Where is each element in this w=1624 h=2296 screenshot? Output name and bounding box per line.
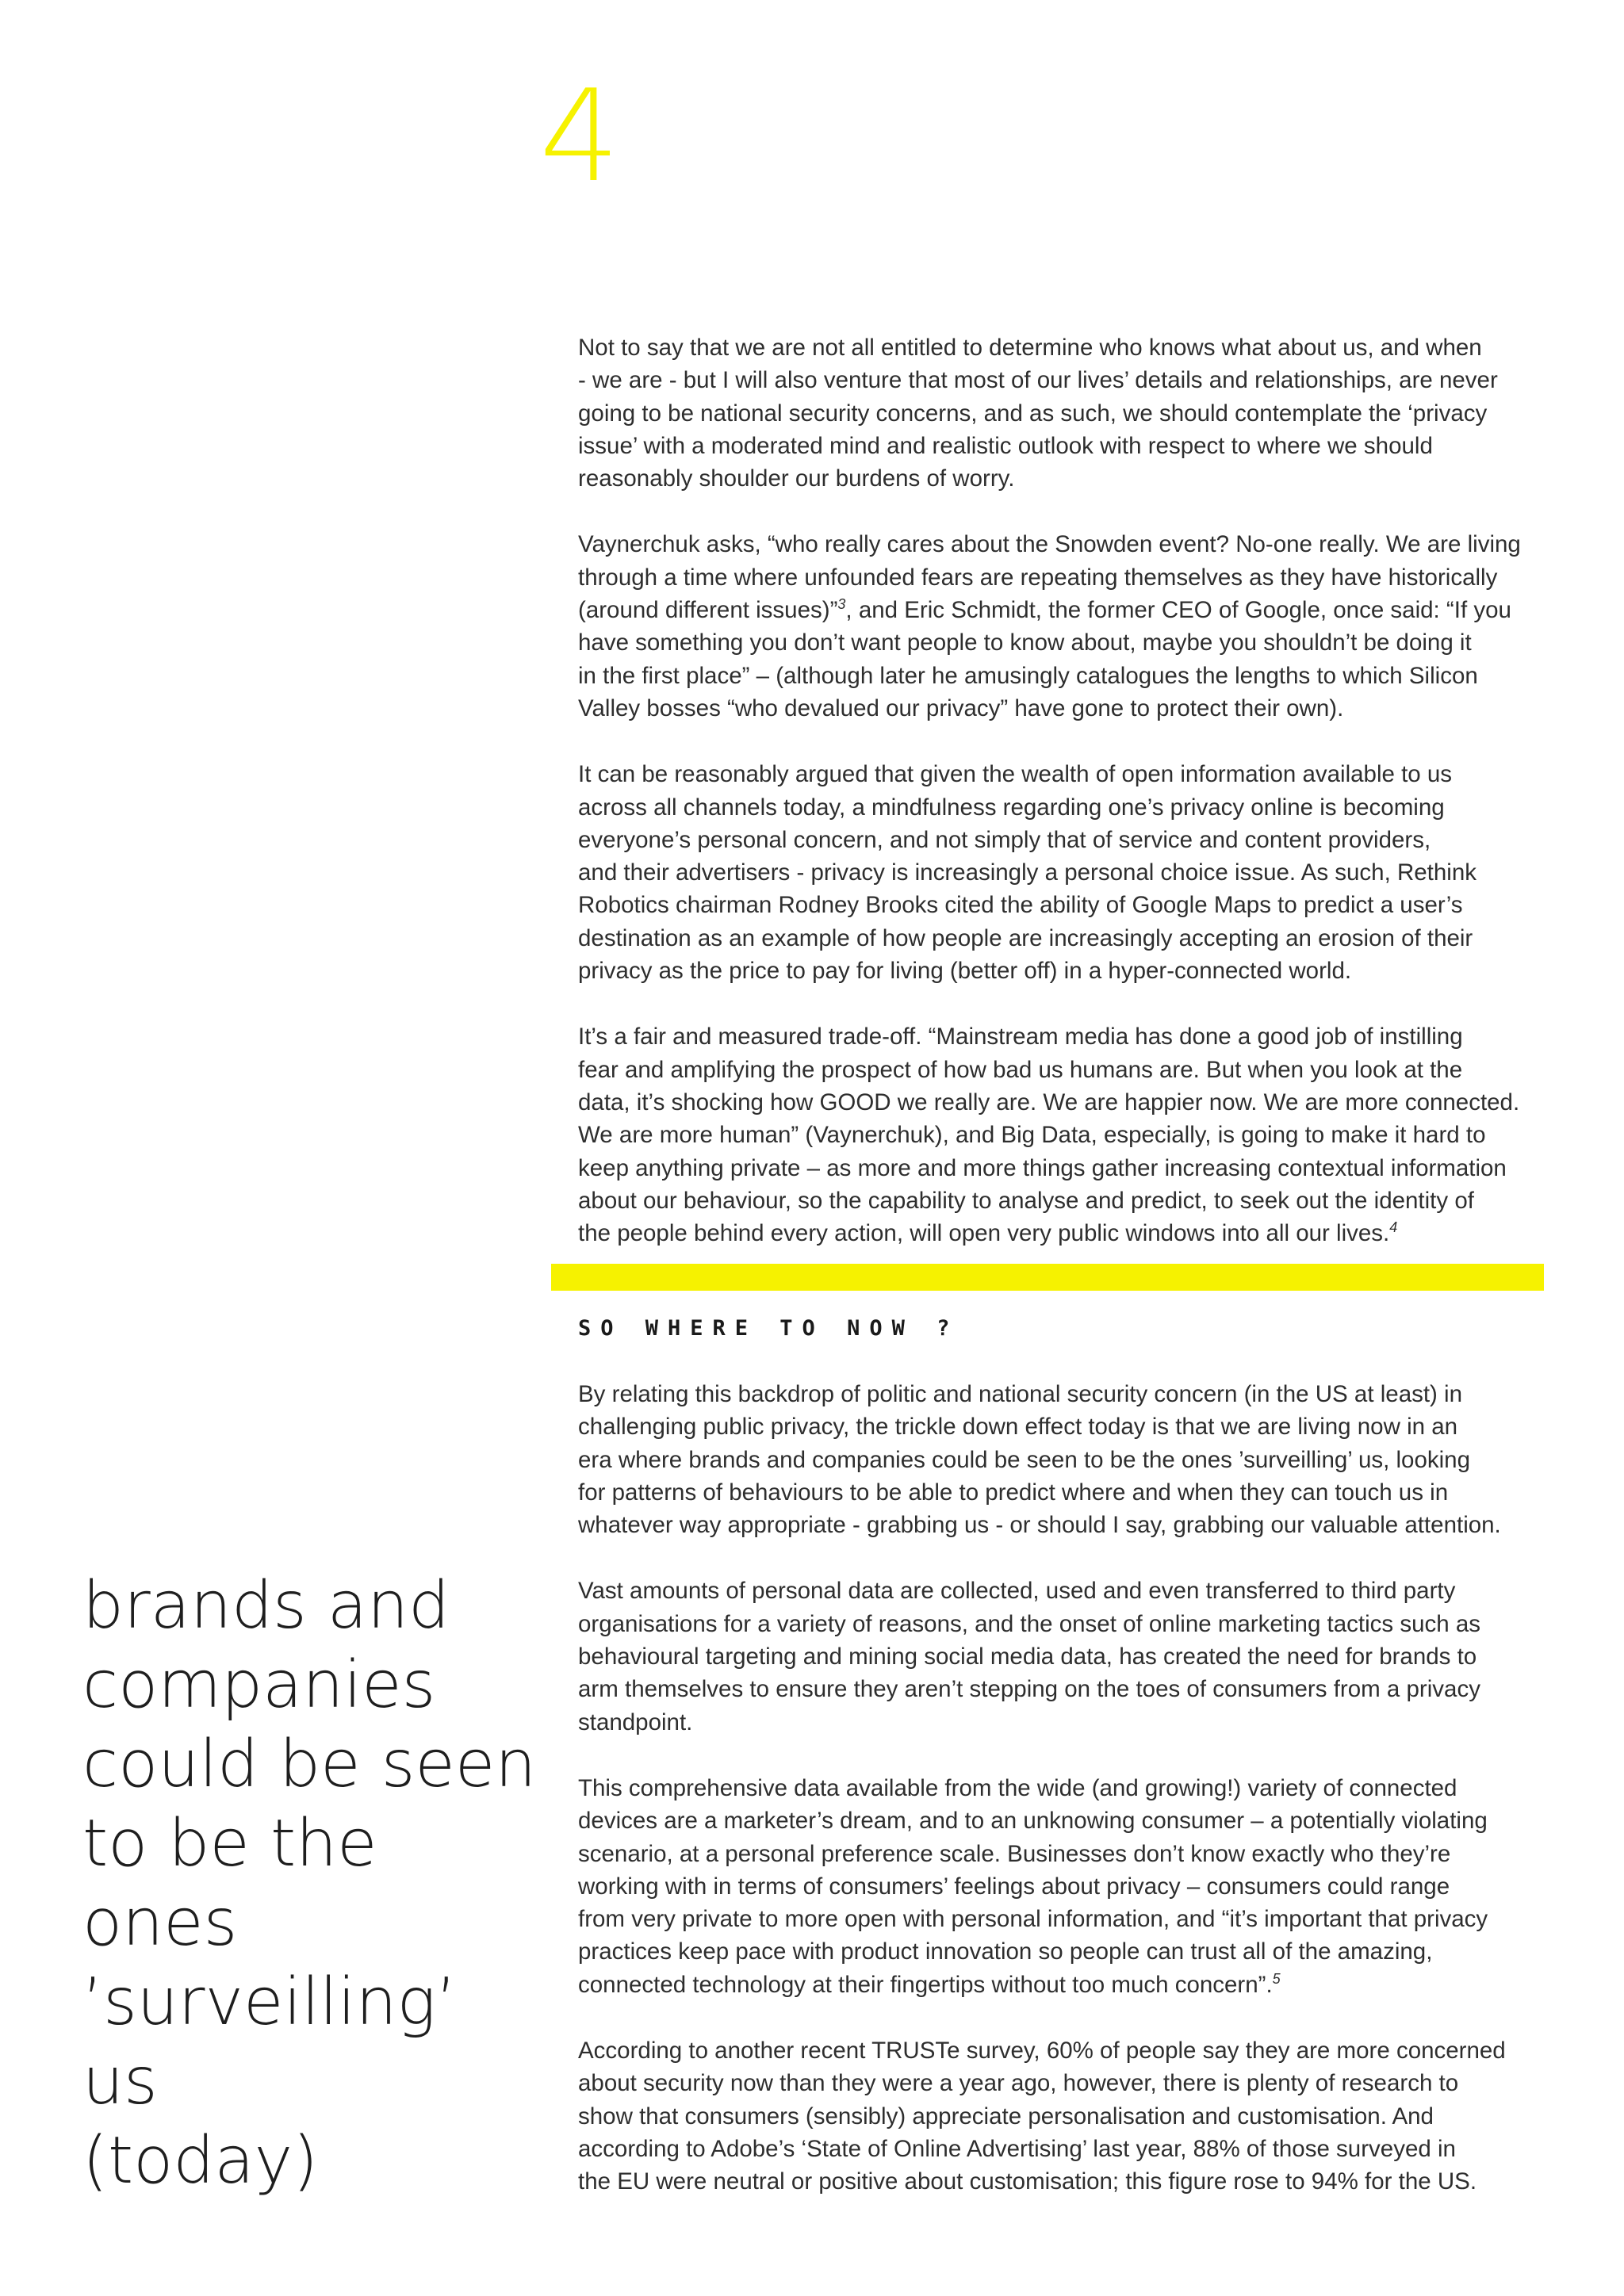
body-paragraph: According to another recent TRUSTe survey, 60% of people say they are more concerned about security now than they were a year ago, however, there is plenty of research to show that consumers (sensibly) appreciate personalisation and customisation. And according to Adobe’s ‘State of Online Advertising’ last year, 88% of those surveyed in the EU were neutral or positive about customisation; this figure rose to 94% for the US. [578, 2038, 1506, 2195]
body-paragraph: Vast amounts of personal data are collected, used and even transferred to third party organisations for a variety of reasons, and the onset of online marketing tactics such as behavioural targeting and mining social media data, has created the need for brands to arm themselves to ensure they aren’t stepping on the toes of consumers from a privacy standpoint. [578, 1578, 1481, 1735]
body-paragraph [578, 1772, 1542, 2001]
footnote-marker: 4 [1389, 1219, 1398, 1236]
paragraph-text: This comprehensive data available from the wide (and growing!) variety of connected devices are a marketer’s dream, and to an unknowing consumer – a potentially violating scenario, at a personal preference scale. Businesses don’t know exactly who they’re working with in terms of consumers’ feelings about privacy – consumers could range from very private to more open with personal information, and “it’s important that privacy practices keep pace with product innovation so people can trust all of the amazing, connected technology at their fingertips without too much concern”. [578, 1774, 1488, 1998]
footnote-marker: 5 [1272, 1970, 1281, 1987]
footnote-marker: 3 [837, 596, 846, 613]
body-paragraph [578, 1020, 1542, 1249]
section-text-column [578, 1378, 1542, 2232]
paragraph-text: It’s a fair and measured trade-off. “Mainstream media has done a good job of instilling fear and amplifying the prospect of how bad us humans are. But when you look at the data, it’s shocking how GOOD we really are. We are happier now. We are more connected. We are more human” (Vaynerchuk), and Big Data, especially, is going to make it hard to keep anything private – as more and more things gather increasing contextual information about our behaviour, so the capability to analyse and predict, to seek out the identity of the people behind every action, will open very public windows into all our lives. [578, 1024, 1520, 1247]
body-paragraph [578, 528, 1542, 725]
section-heading: SO WHERE TO NOW ? [578, 1316, 959, 1341]
paragraph-text: Vaynerchuk asks, “who really cares about the Snowden event? No-one really. We are living through a time where unfounded fears are repeating themselves as they have historically (around different issues)” [578, 531, 1521, 624]
page-number: 4 [539, 62, 620, 210]
body-paragraph: Not to say that we are not all entitled to determine who knows what about us, and when - we are - but I will also venture that most of our lives’ details and relationships, are never going to be national security concerns, and as such, we should contemplate the ‘privacy issue’ with a moderated mind and realistic outlook with respect to where we should reasonably shoulder our burdens of worry. [578, 335, 1498, 492]
yellow-divider-bar [551, 1264, 1544, 1291]
paragraph-text: , and Eric Schmidt, the former CEO of Google, once said: “If you have something you don’t want people to know about, maybe you shouldn’t be doing it in the first place” – (although later he amusingly catalogues the lengths to which Silicon Valley bosses “who devalued our privacy” have gone to protect their own). [578, 597, 1511, 721]
body-paragraph: By relating this backdrop of politic and national security concern (in the US at least) in challenging public privacy, the trickle down effect today is that we are living now in an era where brands and companies could be seen to be the ones ’surveilling’ us, looking for patterns of behaviours to be able to predict where and when they can touch us in whatever way appropriate - grabbing us - or should I say, grabbing our valuable attention. [578, 1381, 1501, 1539]
intro-text-column [578, 331, 1542, 1283]
pull-quote: brands and companies could be seen to be the ones ’surveilling’ us (today) [82, 1568, 537, 2198]
body-paragraph: It can be reasonably argued that given the wealth of open information available to us across all channels today, a mindfulness regarding one’s privacy online is becoming everyone’s personal concern, and not simply that of service and content providers, and their advertisers - privacy is increasingly a personal choice issue. As such, Rethink Robotics chairman Rodney Brooks cited the ability of Google Maps to predict a user’s destination as an example of how people are increasingly accepting an erosion of their privacy as the price to pay for living (better off) in a hyper-connected world. [578, 761, 1477, 985]
